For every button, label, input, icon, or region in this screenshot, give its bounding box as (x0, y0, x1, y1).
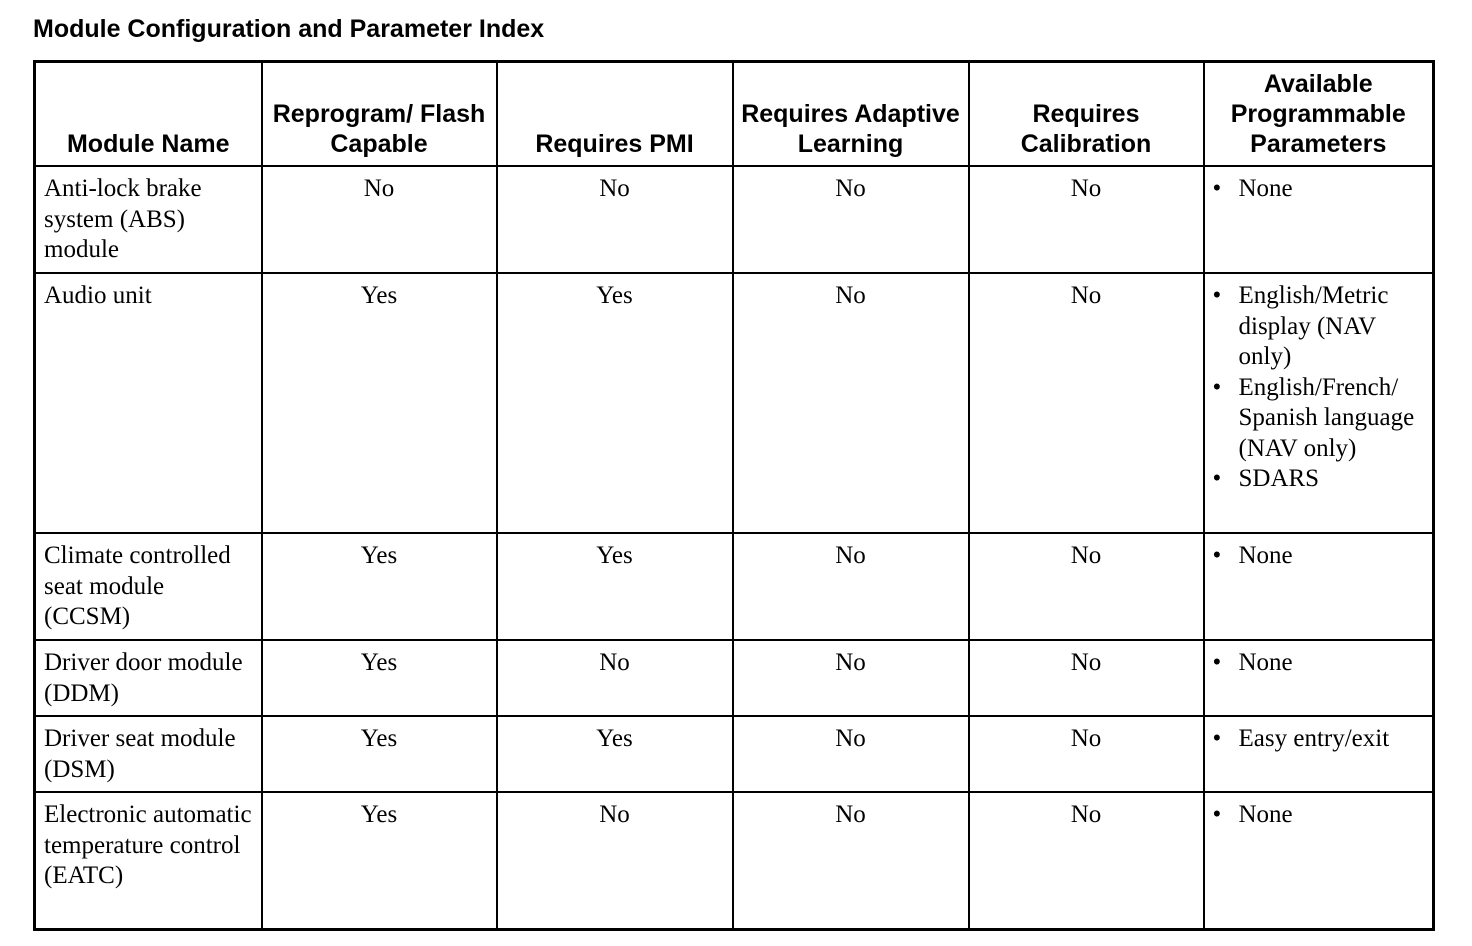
table-row (35, 166, 1434, 273)
parameter-text: None (1238, 801, 1293, 828)
parameter-list (1213, 800, 1425, 831)
flash-capable-cell: Yes (262, 273, 497, 533)
header-requires-pmi: Requires PMI (497, 62, 733, 167)
parameter-text: None (1238, 542, 1293, 569)
module-name-cell: Anti-lock brake system (ABS) module (35, 166, 262, 273)
module-table (33, 60, 1435, 931)
parameter-item (1213, 800, 1425, 831)
adaptive-learning-cell: No (733, 640, 969, 716)
parameter-text: SDARS (1238, 465, 1320, 492)
parameter-list (1213, 541, 1425, 572)
requires-pmi-cell: Yes (497, 533, 733, 640)
bullet-icon: • (1212, 175, 1222, 202)
parameter-text: None (1238, 649, 1293, 676)
parameters-cell (1204, 792, 1434, 930)
parameter-item (1213, 281, 1425, 373)
bullet-icon: • (1212, 649, 1222, 676)
parameter-item (1213, 174, 1425, 205)
table-row (35, 716, 1434, 792)
flash-capable-cell: No (262, 166, 497, 273)
table-row (35, 640, 1434, 716)
module-name-cell: Driver door module (DDM) (35, 640, 262, 716)
parameters-cell (1204, 533, 1434, 640)
calibration-cell: No (969, 533, 1204, 640)
page-title: Module Configuration and Parameter Index (33, 15, 545, 43)
header-module-name: Module Name (35, 62, 262, 167)
table-row (35, 273, 1434, 533)
adaptive-learning-cell: No (733, 792, 969, 930)
header-requires-calibration: Requires Calibration (969, 62, 1204, 167)
flash-capable-cell: Yes (262, 792, 497, 930)
calibration-cell: No (969, 792, 1204, 930)
calibration-cell: No (969, 716, 1204, 792)
adaptive-learning-cell: No (733, 166, 969, 273)
adaptive-learning-cell: No (733, 273, 969, 533)
header-flash-capable: Reprogram/ Flash Capable (262, 62, 497, 167)
adaptive-learning-cell: No (733, 533, 969, 640)
parameters-cell (1204, 640, 1434, 716)
module-name-cell: Climate controlled seat module (CCSM) (35, 533, 262, 640)
parameter-text: English/Metric display (NAV only) (1238, 282, 1389, 370)
parameter-item (1213, 373, 1425, 465)
calibration-cell: No (969, 640, 1204, 716)
parameter-item (1213, 464, 1425, 495)
calibration-cell: No (969, 273, 1204, 533)
parameter-list (1213, 281, 1425, 495)
calibration-cell: No (969, 166, 1204, 273)
header-row (35, 62, 1434, 167)
bullet-icon: • (1212, 465, 1222, 492)
flash-capable-cell: Yes (262, 533, 497, 640)
parameter-text: Easy entry/exit (1238, 725, 1390, 752)
parameter-text: English/French/ Spanish language (NAV only) (1238, 373, 1415, 462)
module-name-cell: Audio unit (35, 273, 262, 533)
parameter-text: None (1238, 175, 1293, 202)
parameter-list (1213, 724, 1425, 755)
bullet-icon: • (1212, 282, 1222, 309)
flash-capable-cell: Yes (262, 716, 497, 792)
table-row (35, 533, 1434, 640)
bullet-icon: • (1212, 801, 1222, 828)
table-row (35, 792, 1434, 930)
parameter-item (1213, 541, 1425, 572)
bullet-icon: • (1212, 725, 1222, 752)
adaptive-learning-cell: No (733, 716, 969, 792)
header-programmable-parameters: Available Programmable Parameters (1204, 62, 1434, 167)
parameter-item (1213, 724, 1425, 755)
parameter-item (1213, 648, 1425, 679)
requires-pmi-cell: Yes (497, 273, 733, 533)
bullet-icon: • (1212, 373, 1222, 401)
parameters-cell (1204, 716, 1434, 792)
parameter-list (1213, 648, 1425, 679)
requires-pmi-cell: Yes (497, 716, 733, 792)
parameter-list (1213, 174, 1425, 205)
flash-capable-cell: Yes (262, 640, 497, 716)
parameters-cell (1204, 273, 1434, 533)
module-name-cell: Driver seat module (DSM) (35, 716, 262, 792)
requires-pmi-cell: No (497, 792, 733, 930)
parameters-cell (1204, 166, 1434, 273)
header-requires-adaptive-learning: Requires Adaptive Learning (733, 62, 969, 167)
requires-pmi-cell: No (497, 640, 733, 716)
bullet-icon: • (1212, 542, 1222, 569)
module-name-cell: Electronic automatic temperature control (EATC) (35, 792, 262, 930)
requires-pmi-cell: No (497, 166, 733, 273)
